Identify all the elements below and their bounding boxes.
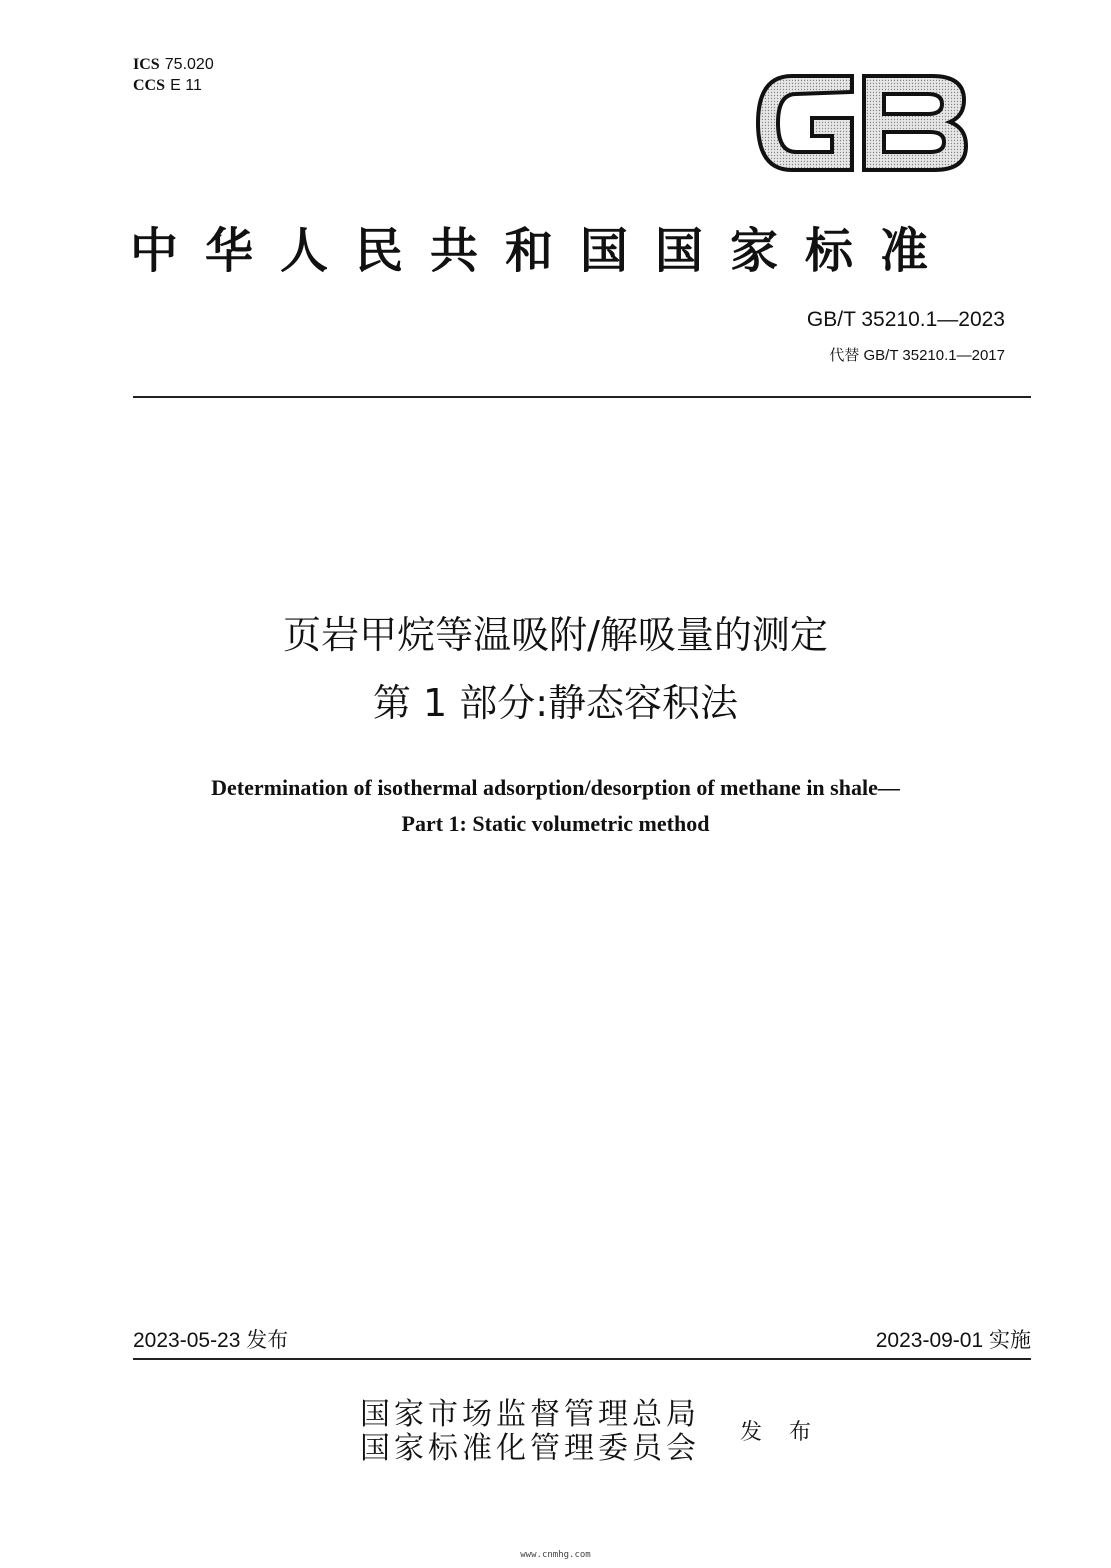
ics-label: ICS bbox=[133, 56, 160, 73]
header-divider bbox=[133, 396, 1031, 398]
gb-logo bbox=[752, 70, 972, 176]
title-en-line1: Determination of isothermal adsorption/desorption of methane in shale— bbox=[211, 775, 900, 800]
standard-code: GB/T 35210.1—2023 bbox=[806, 308, 1005, 331]
publish-suffix: 发 布 bbox=[740, 1420, 821, 1445]
ics-line bbox=[133, 54, 214, 75]
title-cn-line1: 页岩甲烷等温吸附/解吸量的测定 bbox=[283, 613, 828, 657]
national-standard-title: 中华人民共和国国家标准 bbox=[130, 223, 956, 279]
title-cn-line2: 第 1 部分:静态容积法 bbox=[372, 681, 739, 725]
ccs-line bbox=[133, 75, 214, 96]
ccs-label: CCS bbox=[133, 77, 166, 94]
classification-block bbox=[133, 54, 214, 96]
issue-date: 2023-05-23 发布 bbox=[133, 1329, 289, 1352]
publisher-2: 国家标准化管理委员会 bbox=[360, 1431, 700, 1466]
footer-url: www.cnmhg.com bbox=[520, 1550, 591, 1560]
publisher-1: 国家市场监督管理总局 bbox=[360, 1397, 700, 1432]
title-en-line2: Part 1: Static volumetric method bbox=[401, 811, 710, 836]
replaces-note: 代替 GB/T 35210.1—2017 bbox=[829, 347, 1005, 364]
ccs-value: E 11 bbox=[170, 77, 202, 94]
ics-value: 75.020 bbox=[164, 56, 214, 73]
footer-divider bbox=[133, 1358, 1031, 1360]
publishers bbox=[360, 1398, 700, 1466]
implementation-date: 2023-09-01 实施 bbox=[875, 1329, 1031, 1352]
